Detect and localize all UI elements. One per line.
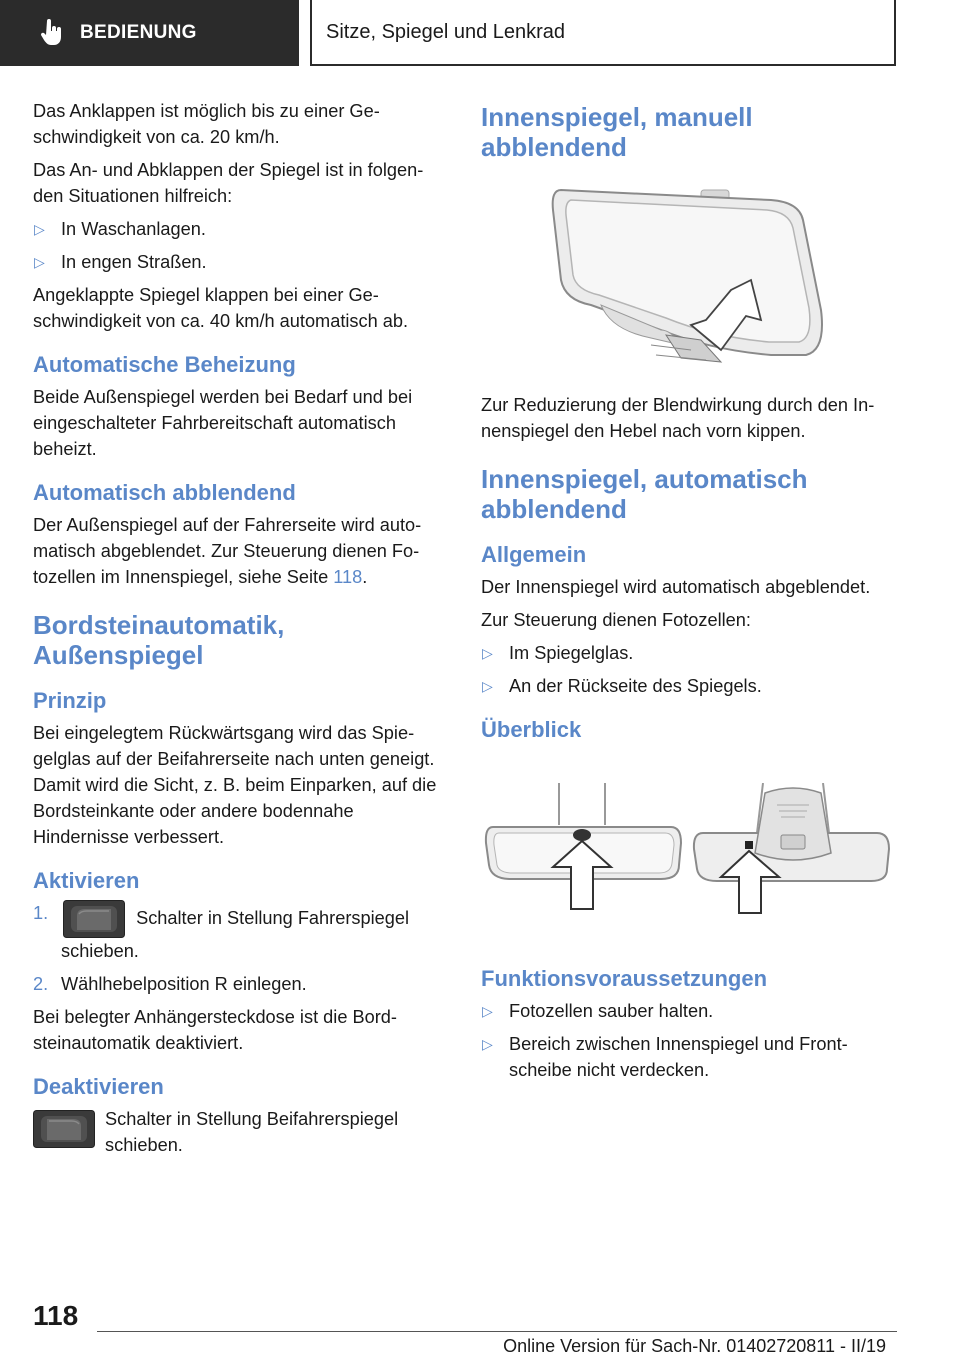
footer-divider — [97, 1331, 897, 1332]
list-item — [33, 216, 445, 242]
paragraph: Bei belegter Anhängersteckdose ist die Bordsteinautomatik deaktiviert. — [33, 1007, 397, 1053]
interior-mirror-overview-image — [481, 783, 891, 918]
list-item — [481, 673, 896, 699]
paragraph: Beide Außenspiegel werden bei Bedarf und bei eingeschalteter Fahrbereitschaft automatisch beheizt. — [33, 387, 413, 459]
list-item-text: In engen Straßen. — [61, 252, 207, 272]
page-link[interactable]: 118 — [333, 567, 363, 587]
paragraph: Der Innenspiegel wird automatisch abgeblendet. — [481, 577, 871, 597]
list-item — [481, 1031, 896, 1083]
heading-ueberblick: Überblick — [481, 717, 582, 742]
interior-mirror-manual-image — [541, 180, 831, 370]
mirror-switch-icon — [33, 1110, 95, 1148]
chapter-title: Sitze, Spiegel und Lenkrad — [310, 0, 896, 66]
right-column — [481, 98, 896, 1090]
heading-abblendend: Automatisch abblendend — [33, 480, 296, 505]
paragraph: Zur Steuerung dienen Fotozellen: — [481, 610, 751, 630]
paragraph: Bei eingelegtem Rückwärtsgang wird das Spiegelglas auf der Beifahrerseite nach unten geneigt. Damit wird die Sicht, z. B. beim Einparken, auf die Bordsteinkante oder andere bodennahe Hindernisse verbessert. — [33, 723, 437, 847]
list-item-text: Fotozellen sauber halten. — [509, 1001, 714, 1021]
list-item — [481, 640, 896, 666]
footer-online-version: Online Version für Sach-Nr. 01402720811 - II/19 — [503, 1336, 886, 1356]
hand-icon — [40, 19, 64, 47]
paragraph: Das Anklappen ist möglich bis zu einer Geschwindigkeit von ca. 20 km/h. — [33, 101, 380, 147]
heading-aktivieren: Aktivieren — [33, 868, 140, 893]
list-item-text: In Waschanlagen. — [61, 219, 206, 239]
list-item — [33, 249, 445, 275]
list-item-text: Im Spiegelglas. — [509, 643, 634, 663]
paragraph: Angeklappte Spiegel klappen bei einer Geschwindigkeit von ca. 40 km/h automatisch ab. — [33, 285, 409, 331]
page-number: 118 — [33, 1300, 79, 1331]
bullet-triangle-icon: ▷ — [34, 254, 45, 270]
heading-beheizung: Automatische Beheizung — [33, 352, 296, 377]
heading-funktionsvoraussetzungen: Funktionsvoraussetzungen — [481, 966, 768, 991]
step-number: 1. — [33, 903, 49, 923]
paragraph — [33, 512, 445, 590]
bullet-triangle-icon: ▷ — [482, 1036, 493, 1052]
step-item — [33, 900, 445, 964]
heading-innenspiegel-automatisch: Innenspiegel, automatisch abblendend — [481, 464, 808, 524]
bullet-triangle-icon: ▷ — [34, 221, 45, 237]
paragraph: Zur Reduzierung der Blendwirkung durch den Innenspiegel den Hebel nach vorn kippen. — [481, 395, 875, 441]
bullet-triangle-icon: ▷ — [482, 645, 493, 661]
deaktivieren-row — [33, 1106, 445, 1165]
step-text: Schalter in Stellung Fahrerspiegel schieben. — [61, 907, 410, 961]
section-tab — [0, 0, 299, 66]
heading-deaktivieren: Deaktivieren — [33, 1074, 164, 1099]
paragraph: Schalter in Stellung Beifahrerspiegel schieben. — [105, 1109, 399, 1155]
left-column — [33, 98, 445, 1165]
heading-innenspiegel-manuell: Innenspiegel, manuell abblendend — [481, 102, 753, 162]
mirror-switch-icon — [63, 900, 125, 938]
step-text: Wählhebelposition R einlegen. — [61, 974, 307, 994]
bullet-triangle-icon: ▷ — [482, 678, 493, 694]
step-number: 2. — [33, 974, 49, 994]
section-label: BEDIENUNG — [80, 22, 197, 43]
list-item-text: An der Rückseite des Spiegels. — [509, 676, 762, 696]
paragraph-text: Der Außenspiegel auf der Fahrerseite wird automatisch abgeblendet. Zur Steuerung dienen Fotozellen im Innenspiegel, siehe Seite — [33, 515, 422, 587]
list-item-text: Bereich zwischen Innenspiegel und Frontscheibe nicht verdecken. — [509, 1034, 848, 1080]
heading-bordsteinautomatik: Bordsteinautomatik, Außenspiegel — [33, 610, 285, 670]
heading-allgemein: Allgemein — [481, 542, 587, 567]
paragraph: Das An- und Abklappen der Spiegel ist in folgenden Situationen hilfreich: — [33, 160, 424, 206]
paragraph-end: . — [362, 567, 368, 587]
bullet-triangle-icon: ▷ — [482, 1003, 493, 1019]
list-item — [481, 998, 896, 1024]
heading-prinzip: Prinzip — [33, 688, 107, 713]
step-item — [33, 971, 445, 997]
